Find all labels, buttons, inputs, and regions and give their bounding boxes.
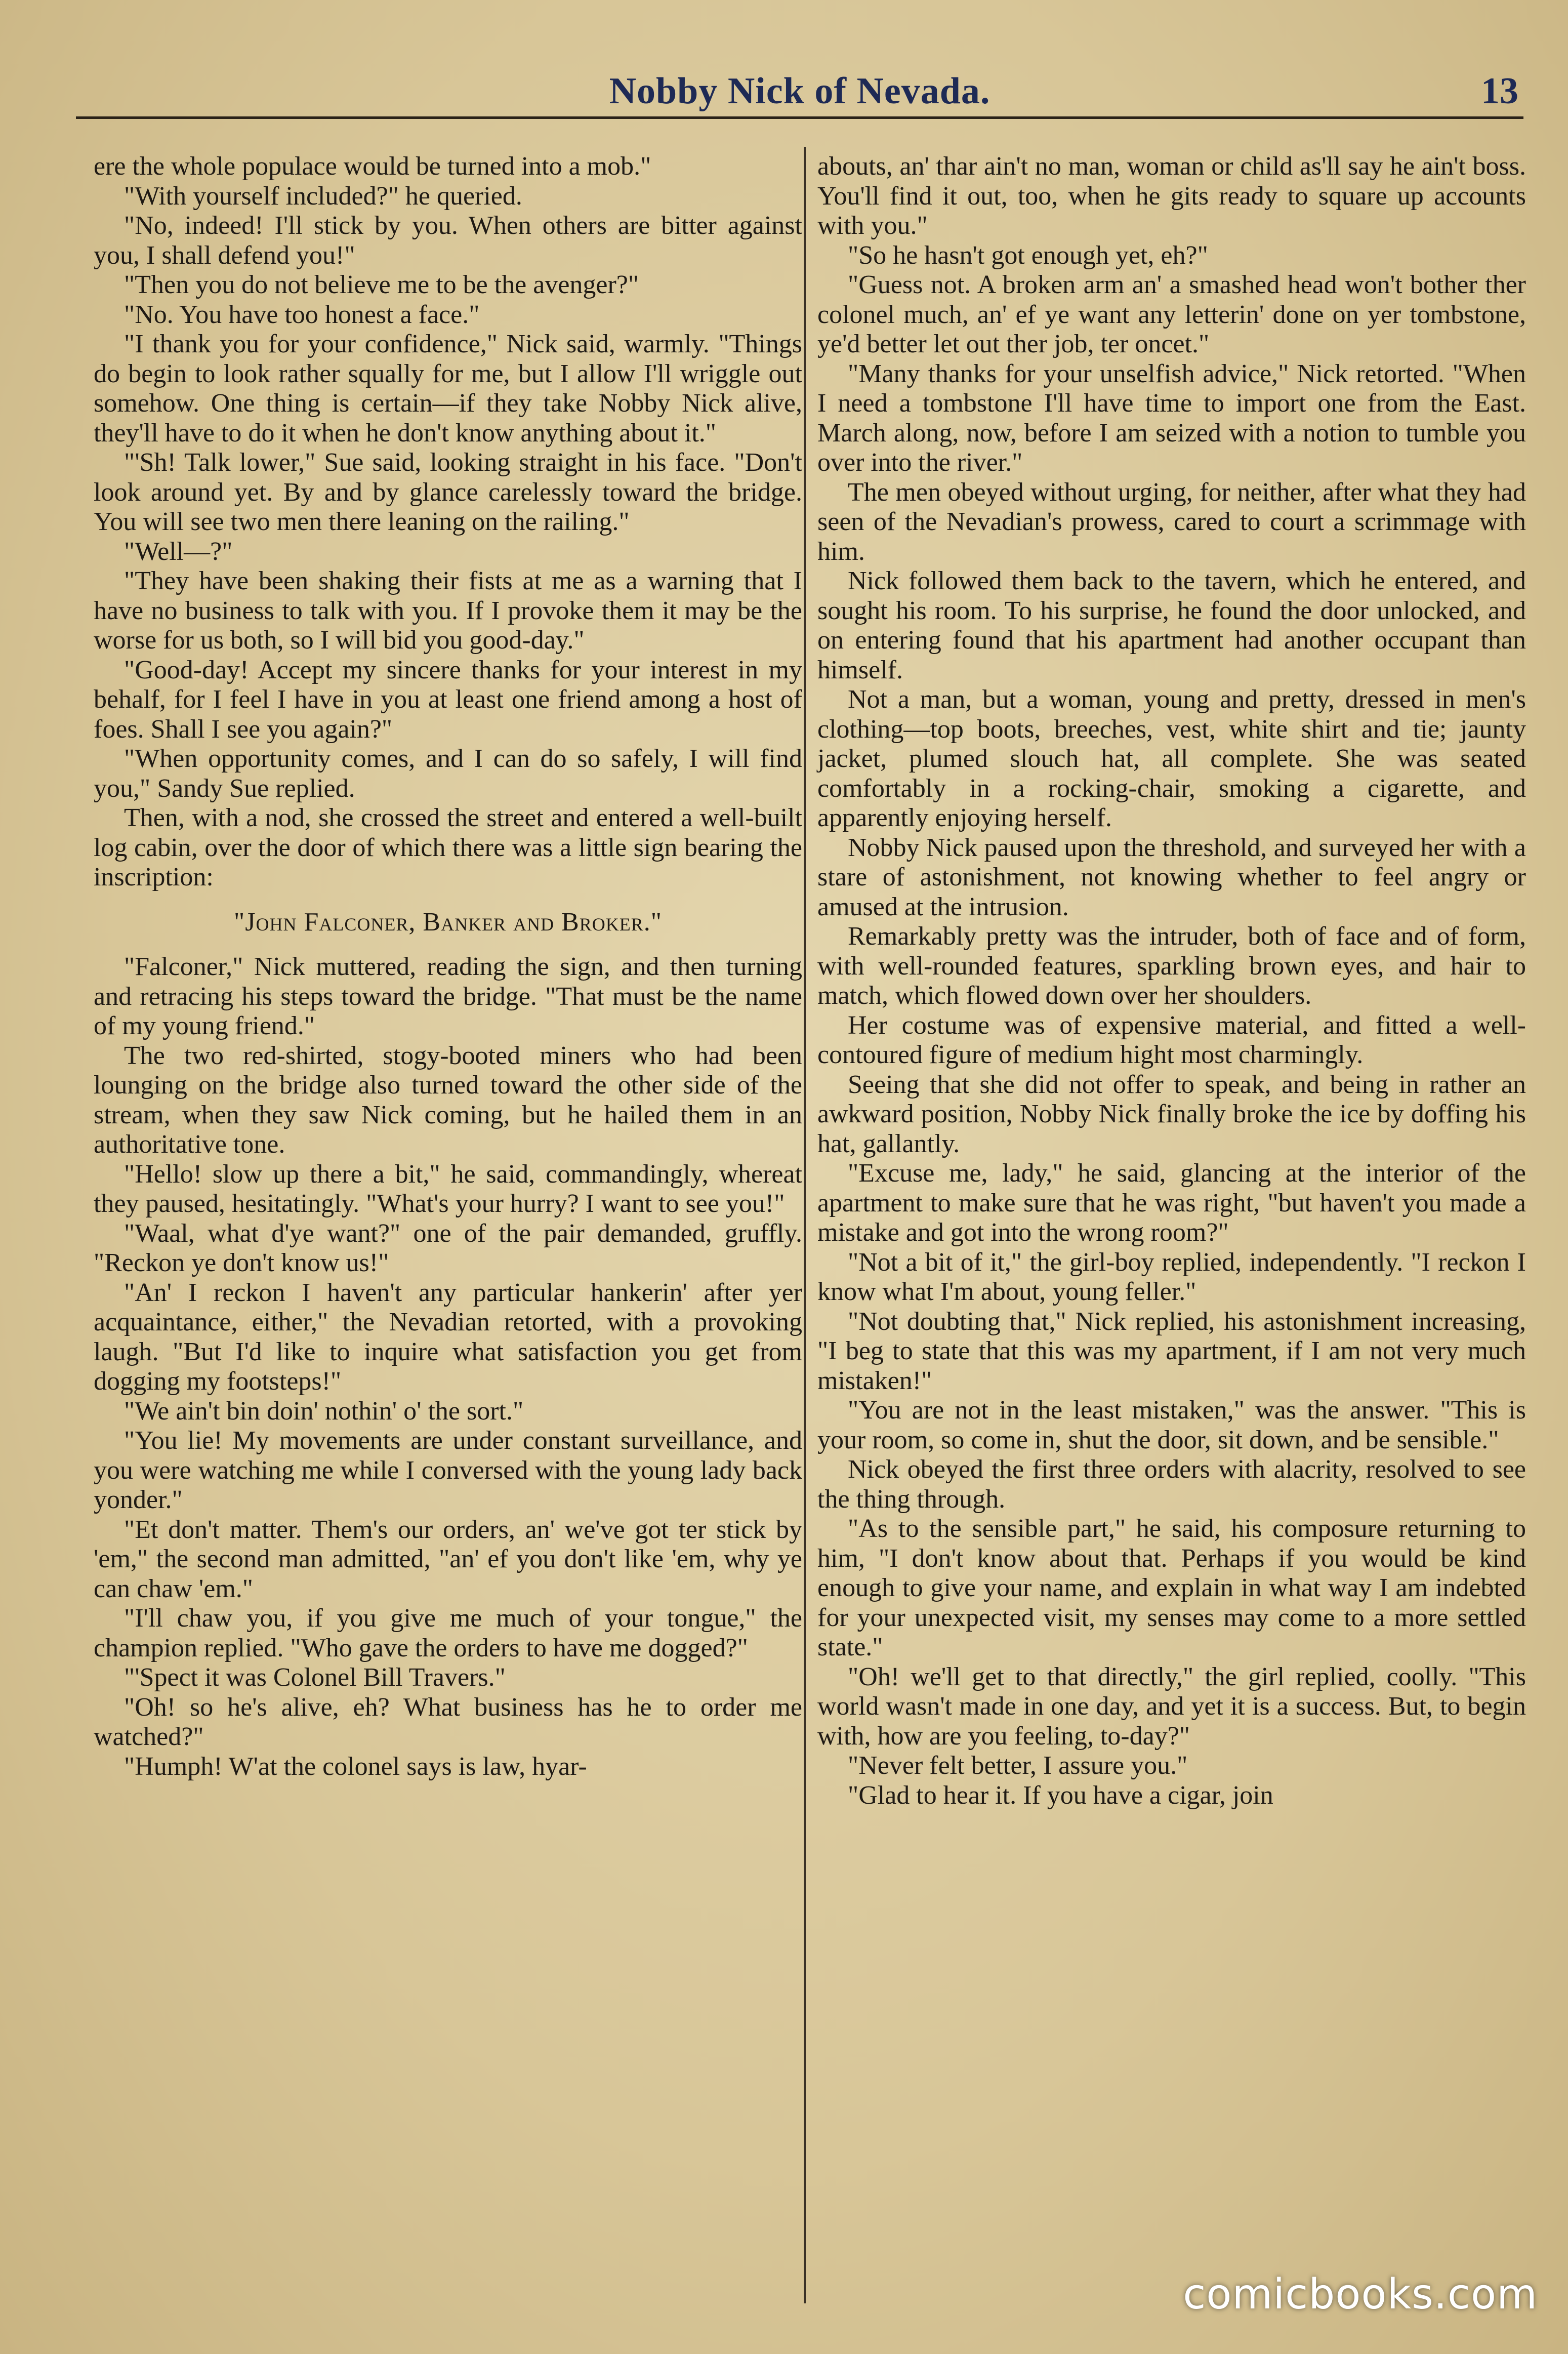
paragraph: "Many thanks for your unselfish advice," Nick retorted. "When I need a tombstone I'll have time to import one from the East. March along, now, before I am seized with a notion to tumble you over into the river." xyxy=(817,359,1526,477)
paragraph: "An' I reckon I haven't any particular hankerin' after yer acquaintance, either," the Nevadian retorted, with a provoking laugh. "But I'd like to inquire what satisfaction you get from dogging my footsteps!" xyxy=(94,1278,802,1396)
right-text-column xyxy=(817,152,1526,1810)
paragraph: "Not a bit of it," the girl-boy replied, independently. "I reckon I know what I'm about, young feller." xyxy=(817,1247,1526,1306)
paragraph: "No. You have too honest a face." xyxy=(124,300,480,329)
paragraph: "When opportunity comes, and I can do so safely, I will find you," Sandy Sue replied. xyxy=(94,744,802,803)
paragraph: "Oh! so he's alive, eh? What business has he to order me watched?" xyxy=(94,1692,802,1751)
paragraph: Her costume was of expensive material, and fitted a well-contoured figure of medium hight most charmingly. xyxy=(817,1010,1526,1069)
paragraph: "You lie! My movements are under constant surveillance, and you were watching me while I conversed with the young lady back yonder." xyxy=(94,1426,802,1514)
paragraph: "'Sh! Talk lower," Sue said, looking straight in his face. "Don't look around yet. By and by glance carelessly toward the bridge. You will see two men there leaning on the railing." xyxy=(94,448,802,536)
paragraph: "Never felt better, I assure you." xyxy=(848,1751,1188,1780)
paragraph: "Good-day! Accept my sincere thanks for your interest in my behalf, for I feel I have in you at least one friend among a host of foes. Shall I see you again?" xyxy=(94,655,802,744)
page-number: 13 xyxy=(1481,70,1518,112)
paragraph: "With yourself included?" he queried. xyxy=(124,181,522,211)
column-divider xyxy=(804,147,806,2303)
paragraph: "Hello! slow up there a bit," he said, commandingly, whereat they paused, hesitatingly. "What's your hurry? I want to see you!" xyxy=(94,1159,802,1218)
paragraph: "'Spect it was Colonel Bill Travers." xyxy=(124,1663,506,1692)
paragraph: Seeing that she did not offer to speak, and being in rather an awkward position, Nobby Nick finally broke the ice by doffing his hat, gallantly. xyxy=(817,1070,1526,1158)
header-title: Nobby Nick of Nevada. xyxy=(609,70,991,112)
watermark: comicbooks.com xyxy=(1183,2270,1538,2319)
paragraph: Remarkably pretty was the intruder, both of face and of form, with well-rounded features, sparkling brown eyes, and hair to match, which flowed down over her shoulders. xyxy=(817,922,1526,1010)
paragraph: ere the whole populace would be turned into a mob." xyxy=(94,152,651,181)
paragraph: Then, with a nod, she crossed the street and entered a well-built log cabin, over the door of which there was a little sign bearing the inscription: xyxy=(94,803,802,891)
paragraph: "They have been shaking their fists at me as a warning that I have no business to talk with you. If I provoke them it may be the worse for us both, so I will bid you good-day." xyxy=(94,566,802,655)
paragraph: Nick obeyed the first three orders with alacrity, resolved to see the thing through. xyxy=(817,1455,1526,1514)
paragraph: "You are not in the least mistaken," was the answer. "This is your room, so come in, shut the door, sit down, and be sensible." xyxy=(817,1396,1526,1454)
running-header xyxy=(76,61,1523,119)
paragraph: "Guess not. A broken arm an' a smashed head won't bother ther colonel much, an' ef ye want any letterin' done on yer tombstone, ye'd better let out ther job, ter oncet." xyxy=(817,270,1526,358)
paragraph: Not a man, but a woman, young and pretty, dressed in men's clothing—top boots, breeches, vest, white shirt and tie; jaunty jacket, plumed slouch hat, all complete. She was seated comfortably in a rocking-chair, smoking a cigarette, and apparently enjoying herself. xyxy=(817,685,1526,832)
left-text-column xyxy=(94,152,802,1781)
paragraph: abouts, an' thar ain't no man, woman or child as'll say he ain't boss. You'll find it out, too, when he gits ready to square up accounts with you." xyxy=(817,152,1526,240)
paragraph: "No, indeed! I'll stick by you. When others are bitter against you, I shall defend you!" xyxy=(94,211,802,270)
paragraph: "Oh! we'll get to that directly," the girl replied, coolly. "This world wasn't made in one day, and yet it is a success. But, to begin with, how are you feeling, to-day?" xyxy=(817,1662,1526,1751)
sign-inscription: "John Falconer, Banker and Broker." xyxy=(234,907,662,937)
paragraph: "We ain't bin doin' nothin' o' the sort." xyxy=(124,1396,524,1426)
paragraph: "Waal, what d'ye want?" one of the pair demanded, gruffly. "Reckon ye don't know us!" xyxy=(94,1219,802,1277)
paragraph: "Falconer," Nick muttered, reading the sign, and then turning and retracing his steps toward the bridge. "That must be the name of my young friend." xyxy=(94,952,802,1040)
paragraph: The men obeyed without urging, for neither, after what they had seen of the Nevadian's prowess, cared to court a scrimmage with him. xyxy=(817,477,1526,566)
paragraph: "Humph! W'at the colonel says is law, hyar- xyxy=(124,1752,587,1781)
paragraph: "As to the sensible part," he said, his composure returning to him, "I don't know about that. Perhaps if you would be kind enough to give your name, and explain in what way I am indebted for your unexpected visit, my senses may come to a more settled state." xyxy=(817,1514,1526,1661)
paragraph: "So he hasn't got enough yet, eh?" xyxy=(848,240,1208,270)
paragraph: "I thank you for your confidence," Nick said, warmly. "Things do begin to look rather squally for me, but I allow I'll wriggle out somehow. One thing is certain—if they take Nobby Nick alive, they'll have to do it when he don't know anything about it." xyxy=(94,330,802,448)
paragraph: "I'll chaw you, if you give me much of your tongue," the champion replied. "Who gave the orders to have me dogged?" xyxy=(94,1604,802,1662)
paragraph: "Not doubting that," Nick replied, his astonishment increasing, "I beg to state that this was my apartment, if I am not very much mistaken!" xyxy=(817,1307,1526,1395)
paragraph: "Glad to hear it. If you have a cigar, join xyxy=(848,1780,1273,1810)
paragraph: The two red-shirted, stogy-booted miners who had been lounging on the bridge also turned toward the other side of the stream, when they saw Nick coming, but he hailed them in an authoritative tone. xyxy=(94,1041,802,1159)
paragraph: "Well—?" xyxy=(124,537,233,566)
paragraph: "Then you do not believe me to be the avenger?" xyxy=(124,270,639,299)
paragraph: Nobby Nick paused upon the threshold, and surveyed her with a stare of astonishment, not knowing whether to feel angry or amused at the intrusion. xyxy=(817,833,1526,921)
paragraph: "Excuse me, lady," he said, glancing at the interior of the apartment to make sure that he was right, "but haven't you made a mistake and got into the wrong room?" xyxy=(817,1159,1526,1247)
paragraph: Nick followed them back to the tavern, which he entered, and sought his room. To his surprise, he found the door unlocked, and on entering found that his apartment had another occupant than himself. xyxy=(817,566,1526,684)
paragraph: "Et don't matter. Them's our orders, an' we've got ter stick by 'em," the second man admitted, "an' ef you don't like 'em, why ye can chaw 'em." xyxy=(94,1515,802,1603)
